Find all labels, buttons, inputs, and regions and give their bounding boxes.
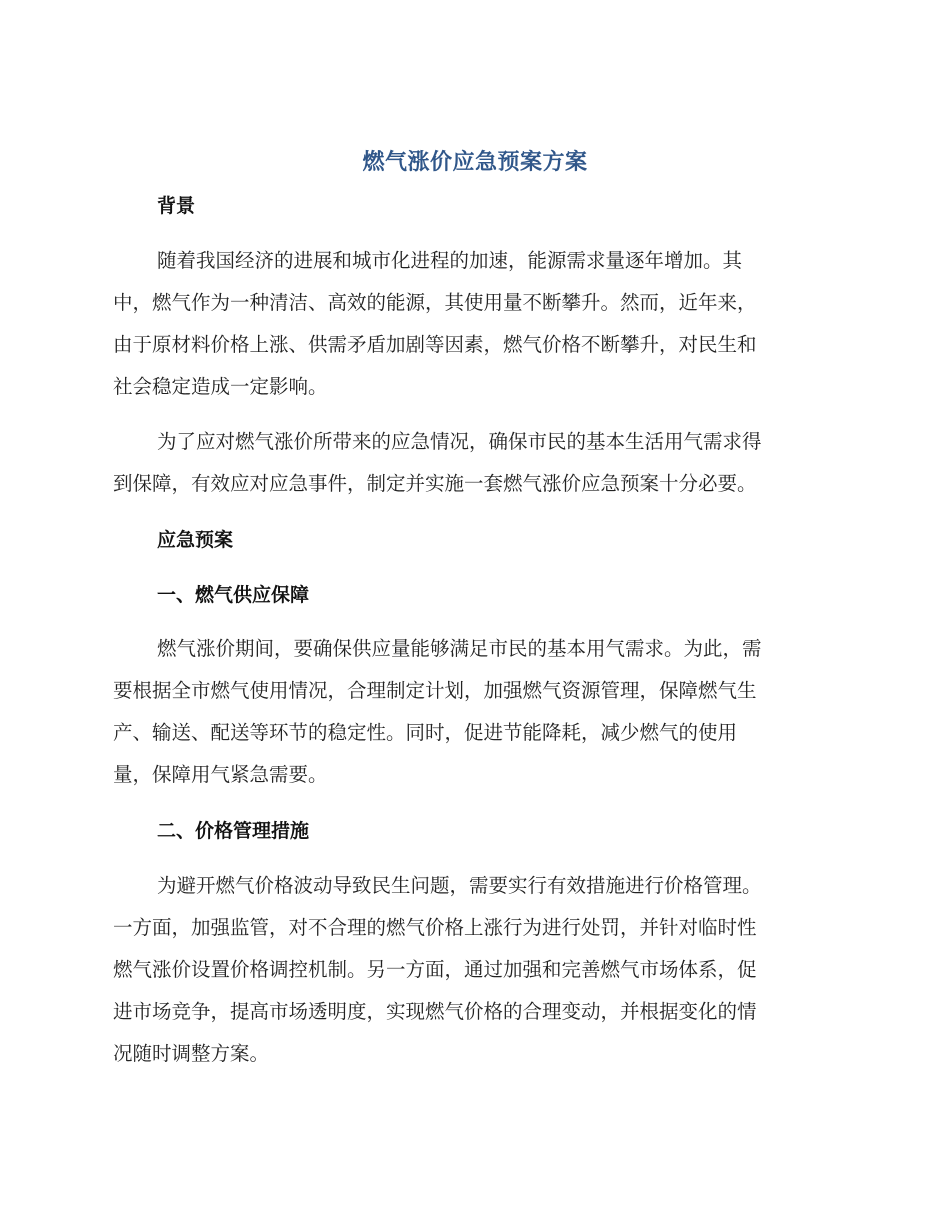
paragraph-line: 况随时调整方案。 [113, 1042, 270, 1065]
paragraph-line: 中，燃气作为一种清洁、高效的能源，其使用量不断攀升。然而，近年来， [113, 291, 757, 314]
paragraph-line: 燃气涨价设置价格调控机制。另一方面，通过加强和完善燃气市场体系，促 [113, 958, 757, 981]
paragraph-gas-supply [113, 628, 833, 796]
paragraph-line: 进市场竞争，提高市场透明度，实现燃气价格的合理变动，并根据变化的情 [113, 1000, 757, 1023]
paragraph-line: 由于原材料价格上涨、供需矛盾加剧等因素，燃气价格不断攀升，对民生和 [113, 333, 757, 356]
document-title: 燃气涨价应急预案方案 [362, 150, 588, 175]
paragraph-line: 到保障，有效应对应急事件，制定并实施一套燃气涨价应急预案十分必要。 [113, 472, 757, 495]
paragraph-line: 社会稳定造成一定影响。 [113, 375, 328, 398]
paragraph-line: 量，保障用气紧急需要。 [113, 763, 328, 786]
paragraph-line: 产、输送、配送等环节的稳定性。同时，促进节能降耗，减少燃气的使用 [113, 721, 738, 744]
paragraph-line: 随着我国经济的进展和城市化进程的加速，能源需求量逐年增加。其 [157, 249, 743, 272]
paragraph-line: 一方面，加强监管，对不合理的燃气价格上涨行为进行处罚，并针对临时性 [113, 916, 757, 939]
heading-price-management: 二、价格管理措施 [157, 820, 310, 842]
heading-gas-supply: 一、燃气供应保障 [157, 584, 310, 606]
paragraph-line: 为避开燃气价格波动导致民生问题，需要实行有效措施进行价格管理。 [157, 874, 762, 897]
paragraph-line: 燃气涨价期间，要确保供应量能够满足市民的基本用气需求。为此，需 [157, 637, 762, 660]
paragraph-background-1 [113, 240, 833, 408]
heading-background: 背景 [157, 195, 196, 217]
heading-emergency-plan: 应急预案 [157, 529, 234, 551]
paragraph-background-2 [113, 421, 833, 505]
paragraph-price-management [113, 865, 833, 1075]
paragraph-line: 要根据全市燃气使用情况，合理制定计划，加强燃气资源管理，保障燃气生 [113, 679, 757, 702]
paragraph-line: 为了应对燃气涨价所带来的应急情况，确保市民的基本生活用气需求得 [157, 430, 762, 453]
